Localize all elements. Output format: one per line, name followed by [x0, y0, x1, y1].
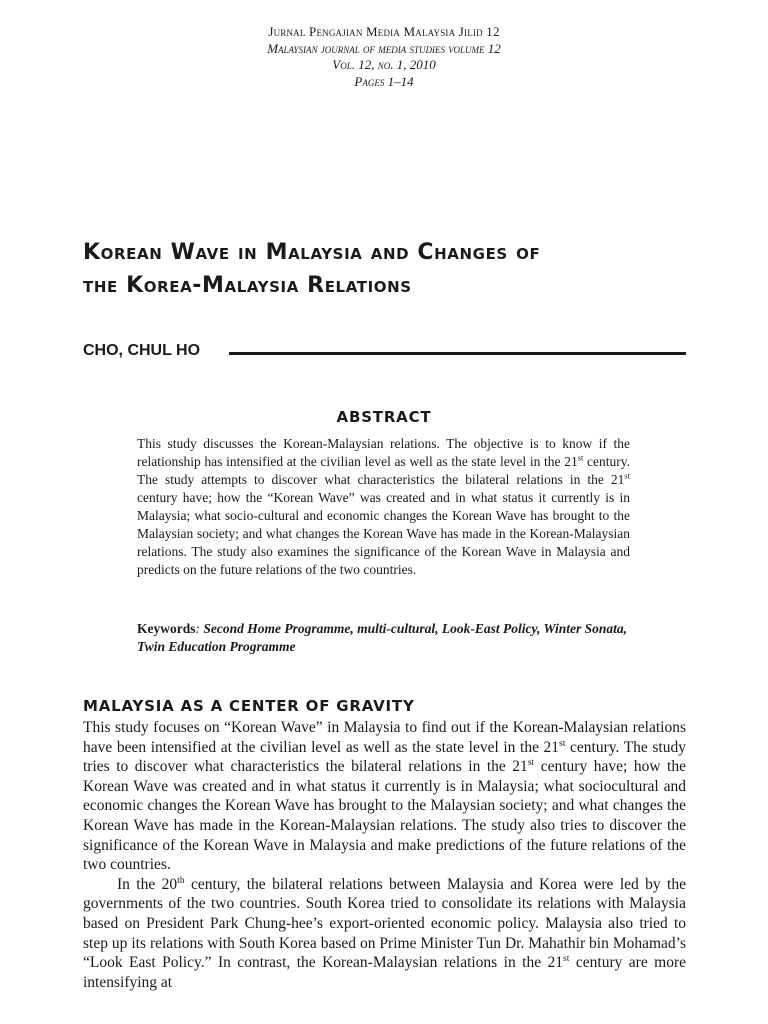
page-range: Pages 1–14 [354, 73, 414, 89]
abstract-text-part: century have; how the “Korean Wave” was created and in what status it currently is in Malaysia; what socio-cultural and economic changes the Korean Wave has brought to the Malaysian society; and what changes the Korean Wave has made in the Korean-Malaysian relations. The study also examines the significance of the Korean Wave in Malaysia and predicts on the future relations of the two countries. [137, 490, 630, 577]
ordinal-suffix: st [624, 471, 630, 481]
article-title-line-1: Korean Wave in Malaysia and Changes of [83, 240, 541, 265]
article-title-line-2: the Korea-Malaysia Relations [83, 273, 412, 298]
author-divider [229, 352, 686, 355]
author-row [83, 341, 686, 365]
ordinal-suffix: st [527, 757, 535, 769]
keywords-colon: : [195, 621, 204, 636]
body-paragraph [83, 875, 686, 993]
body-text-part: century have; how the Korean Wave was created and in what status it currently is in Malaysia; what sociocultural and economic changes the Korean Wave has brought to the Malaysian society; and what changes the Korean Wave has made in the Korean-Malaysian relations. The study also tries to discover the significance of the Korean Wave in Malaysia and make predictions of the future relations of the two countries. [83, 758, 686, 874]
ordinal-suffix: st [559, 737, 566, 749]
journal-name-malay: Jurnal Pengajian Media Malaysia Jilid 12 [268, 24, 500, 39]
ordinal-suffix: st [563, 952, 570, 964]
journal-header [0, 24, 768, 90]
ordinal-suffix: st [577, 453, 584, 463]
abstract-text-part: This study discusses the Korean-Malaysian relations. The objective is to know if the relationship has intensified at the civilian level as well as the state level in the 21 [137, 436, 630, 469]
body-text-part: century, the bilateral relations between Malaysia and Korea were led by the governments of the two countries. South Korea tried to consolidate its relations with Malaysia based on President Park Chung-hee’s export-oriented economic policy. Malaysia also tried to step up its relations with South Korea based on Prime Minister Tun Dr. Mahathir bin Mohamad’s “Look East Policy.” In contrast, the Korean-Malaysian relations in the 21 [83, 875, 686, 972]
journal-name-english: Malaysian journal of media studies volume 12 [267, 40, 501, 56]
body-paragraph [83, 718, 686, 875]
abstract-text-part: century. The study attempts to discover what characteristics the bilateral relations in the 21 [137, 454, 630, 487]
abstract-heading: ABSTRACT [336, 408, 432, 426]
body-text-part: century. The study tries to discover what characteristics the bilateral relations in the 21 [83, 738, 686, 776]
abstract-text [137, 435, 630, 579]
section-body [83, 718, 686, 992]
keywords-label: Keywords [137, 621, 196, 636]
section-heading: MALAYSIA AS A CENTER OF GRAVITY [83, 697, 415, 715]
ordinal-suffix: th [177, 874, 185, 886]
volume-info: Vol. 12, no. 1, 2010 [332, 57, 436, 72]
body-text-part: In the 20 [117, 875, 178, 893]
body-text-part: This study focuses on “Korean Wave” in Malaysia to find out if the Korean-Malaysian relations have been intensified at the civilian level as well as the state level in the 21 [83, 719, 686, 756]
article-title [83, 236, 703, 302]
body-text-part: century are more intensifying at [83, 954, 686, 991]
keywords-list: Second Home Programme, multi-cultural, Look-East Policy, Winter Sonata, Twin Education Programme [137, 621, 628, 654]
author-name: CHO, CHUL HO [83, 342, 201, 359]
keywords [137, 620, 630, 656]
